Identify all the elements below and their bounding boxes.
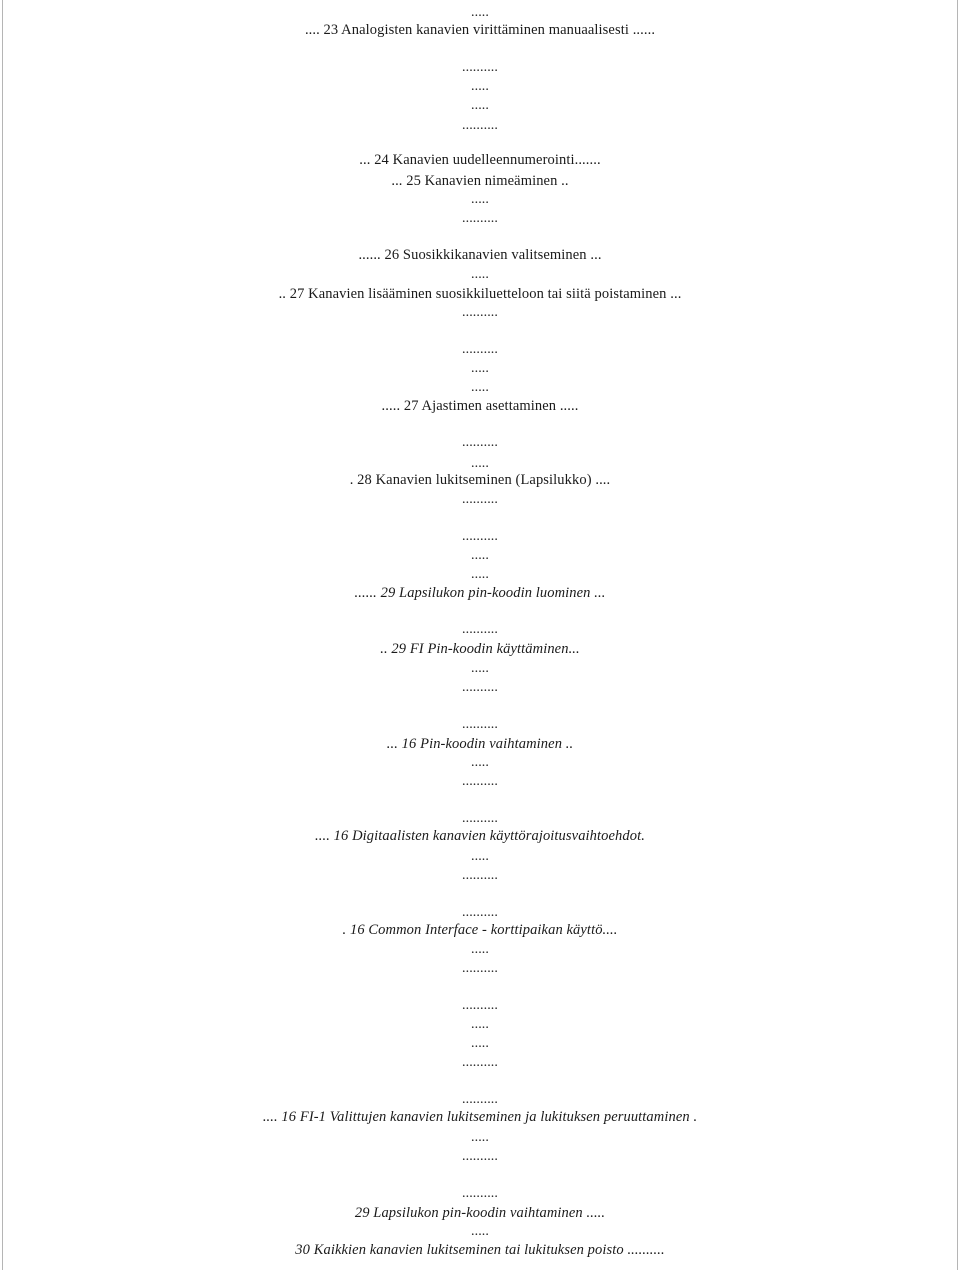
dot-leader: .......... [462,717,498,732]
dot-leader: ..... [471,849,489,864]
dot-leader: ..... [471,267,489,282]
dot-leader: ..... [471,361,489,376]
dot-leader: ..... [471,755,489,770]
toc-entry: .. 27 Kanavien lisääminen suosikkiluetteloon tai siitä poistaminen ... [278,286,682,302]
toc-entry: .... 16 FI-1 Valittujen kanavien lukitseminen ja lukituksen peruuttaminen . [262,1109,698,1125]
dot-leader: ..... [471,942,489,957]
toc-entry: . 16 Common Interface - korttipaikan käyttö.... [342,922,618,938]
dot-leader: .......... [462,998,498,1013]
toc-entry: 29 Lapsilukon pin-koodin vaihtaminen ..... [354,1205,606,1221]
dot-leader: .......... [462,211,498,226]
dot-leader: ..... [471,98,489,113]
dot-leader: ..... [471,1017,489,1032]
toc-entry: 30 Kaikkien kanavien lukitseminen tai lukituksen poisto .......... [295,1242,665,1258]
toc-entry: .... 23 Analogisten kanavien virittäminen manuaalisesti ...... [304,22,656,38]
toc-entry: ... 24 Kanavien uudelleennumerointi....... [359,152,601,168]
toc-entry: ..... 27 Ajastimen asettaminen ..... [381,398,579,414]
dot-leader: .......... [462,492,498,507]
dot-leader: ..... [471,661,489,676]
toc-entry: .. 29 FI Pin-koodin käyttäminen... [380,641,580,657]
toc-entry: . 28 Kanavien lukitseminen (Lapsilukko) .... [349,472,611,488]
dot-leader: .......... [462,905,498,920]
dot-leader: .......... [462,680,498,695]
toc-entry: ...... 29 Lapsilukon pin-koodin luominen ... [354,585,606,601]
dot-leader: ..... [471,548,489,563]
dot-leader: .......... [462,305,498,320]
dot-leader: .......... [462,1055,498,1070]
dot-leader: .......... [462,1092,498,1107]
toc-entry: ... 16 Pin-koodin vaihtaminen .. [386,736,574,752]
dot-leader: .......... [462,1149,498,1164]
dot-leader: ..... [471,5,489,20]
dot-leader: .......... [462,60,498,75]
dot-leader: .......... [462,868,498,883]
dot-leader: ..... [471,1036,489,1051]
dot-leader: .......... [462,774,498,789]
dot-leader: ..... [471,1130,489,1145]
dot-leader: .......... [462,811,498,826]
dot-leader: .......... [462,961,498,976]
dot-leader: .......... [462,1186,498,1201]
dot-leader: ..... [471,380,489,395]
dot-leader: .......... [462,435,498,450]
toc-entry: .... 16 Digitaalisten kanavien käyttörajoitusvaihtoehdot. [315,828,645,844]
dot-leader: ..... [471,456,489,471]
dot-leader: ..... [471,79,489,94]
dot-leader: .......... [462,529,498,544]
dot-leader: ..... [471,192,489,207]
toc-entry: ... 25 Kanavien nimeäminen .. [391,173,569,189]
dot-leader: .......... [462,118,498,133]
dot-leader: ..... [471,567,489,582]
dot-leader: .......... [462,622,498,637]
dot-leader: .......... [462,342,498,357]
toc-entry: ...... 26 Suosikkikanavien valitseminen ... [358,247,602,263]
dot-leader: ..... [471,1224,489,1239]
